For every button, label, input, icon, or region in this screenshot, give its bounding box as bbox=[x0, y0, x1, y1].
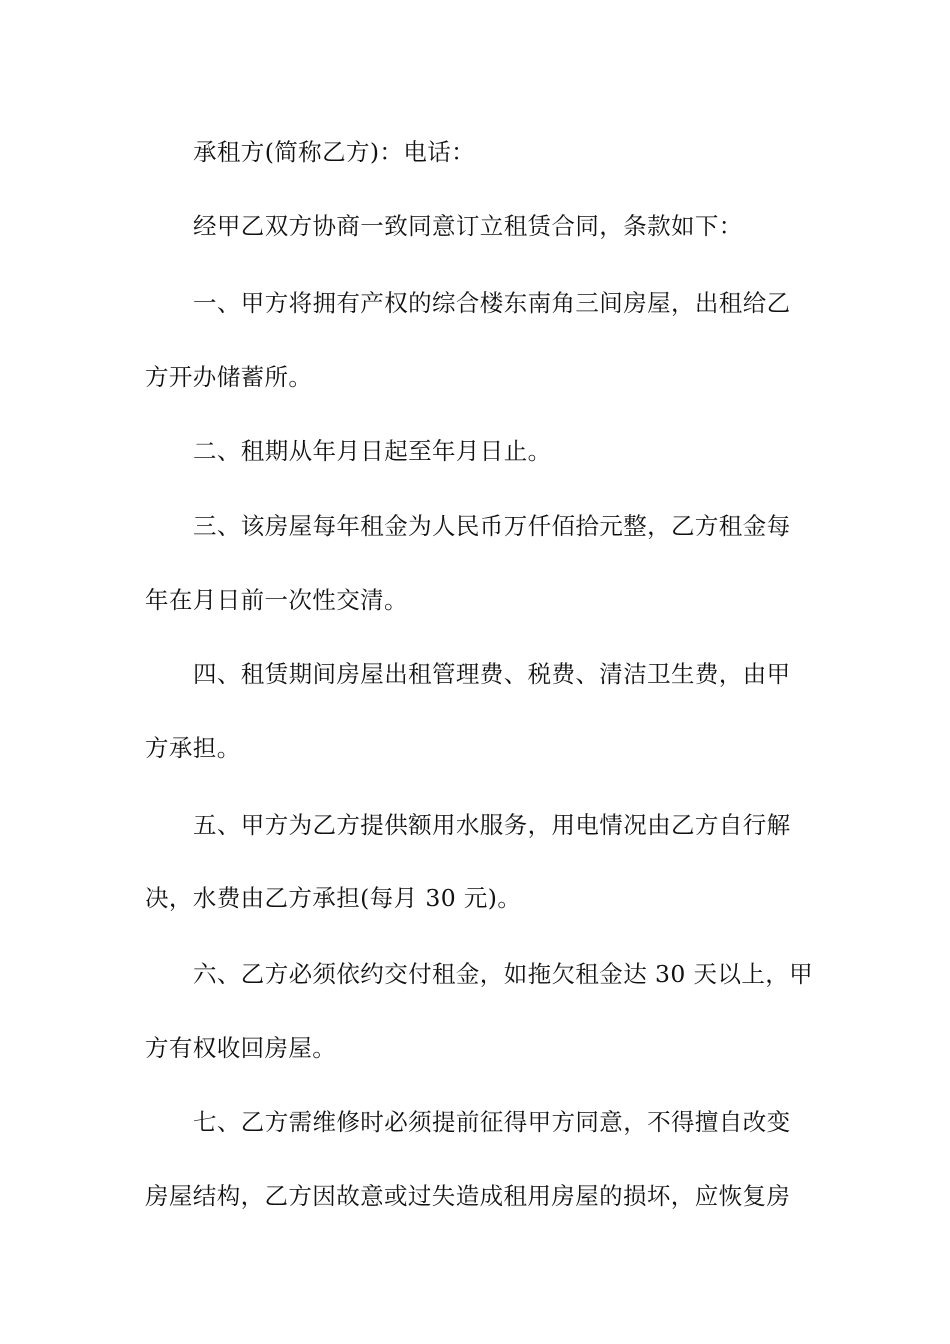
text-line: 六、乙方必须依约交付租金，如拖欠租金达 30 天以上，甲 bbox=[193, 960, 814, 988]
text-line: 承租方(简称乙方)：电话： bbox=[193, 138, 476, 166]
text-line: 五、甲方为乙方提供额用水服务，用电情况由乙方自行解 bbox=[193, 811, 791, 839]
text-line: 房屋结构，乙方因故意或过失造成租用房屋的损坏，应恢复房 bbox=[145, 1182, 791, 1210]
text-line: 七、乙方需维修时必须提前征得甲方同意，不得擅自改变 bbox=[193, 1108, 791, 1136]
text-line: 一、甲方将拥有产权的综合楼东南角三间房屋，出租给乙 bbox=[193, 289, 791, 317]
text-line: 二、租期从年月日起至年月日止。 bbox=[193, 437, 552, 465]
text-line: 方有权收回房屋。 bbox=[145, 1034, 337, 1062]
text-line: 方承担。 bbox=[145, 734, 241, 762]
text-line: 三、该房屋每年租金为人民币万仟佰拾元整，乙方租金每 bbox=[193, 512, 791, 540]
text-line: 方开办储蓄所。 bbox=[145, 363, 313, 391]
text-line: 年在月日前一次性交清。 bbox=[145, 586, 408, 614]
text-line: 经甲乙双方协商一致同意订立租赁合同，条款如下： bbox=[193, 212, 743, 240]
text-line: 决，水费由乙方承担(每月 30 元)。 bbox=[145, 884, 522, 912]
text-line: 四、租赁期间房屋出租管理费、税费、清洁卫生费，由甲 bbox=[193, 660, 791, 688]
